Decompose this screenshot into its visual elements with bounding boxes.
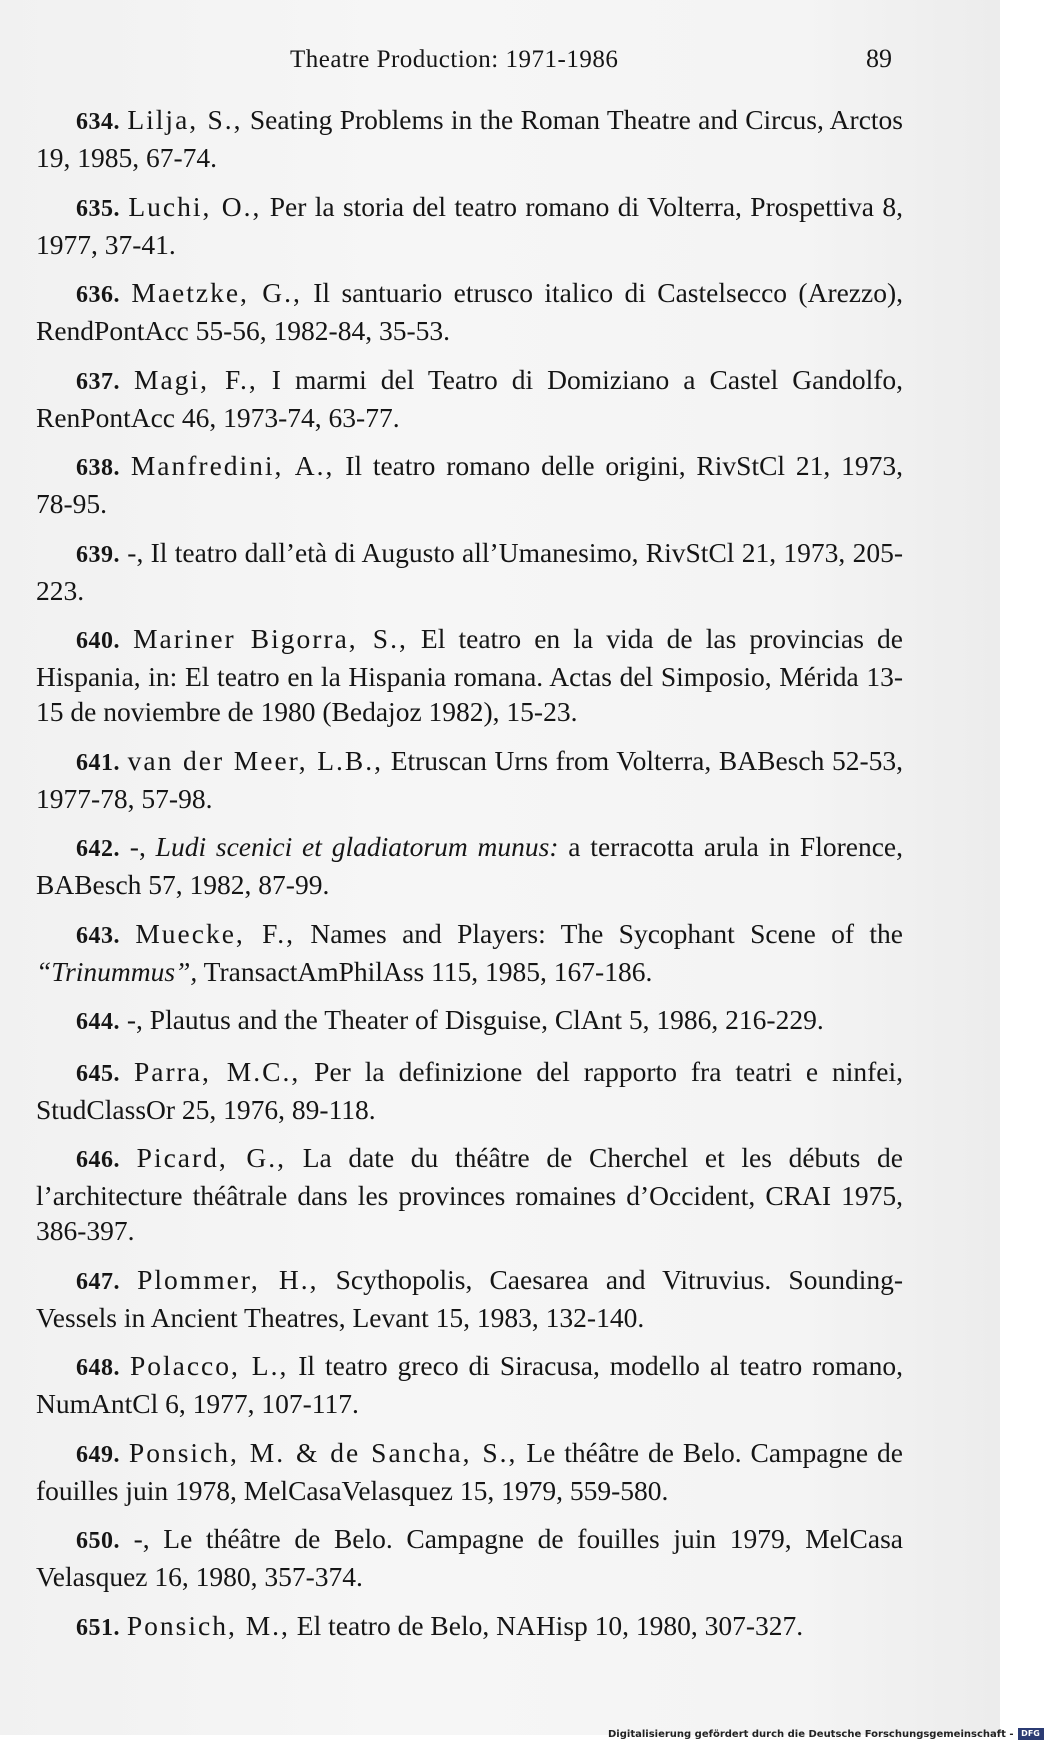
entry-citation: -, Il teatro dall’età di Augusto all’Umanesimo, RivStCl 21, 1973, 205-223. bbox=[36, 536, 903, 606]
entry-author: Luchi, O., bbox=[128, 190, 262, 222]
entry-number: 649. bbox=[76, 1441, 120, 1468]
entry-author: Mariner Bigorra, S., bbox=[133, 623, 408, 654]
entry-number: 635. bbox=[76, 195, 120, 222]
entry-number: 643. bbox=[76, 922, 120, 949]
bibliography-entry bbox=[36, 1054, 903, 1127]
bibliography-list bbox=[36, 102, 903, 1659]
entry-citation: El teatro en la vida de las provincias de Hispania, in: El teatro en la Hispania romana. Actas del Simposio, Mérida 13-15 de noviembre de 1980 (Bedajoz 1982), 15-23. bbox=[36, 623, 903, 727]
bibliography-entry bbox=[36, 1608, 903, 1646]
bibliography-entry bbox=[36, 1262, 903, 1335]
entry-author: Plommer, H., bbox=[137, 1263, 319, 1295]
bibliography-entry bbox=[36, 1435, 903, 1508]
bibliography-entry bbox=[36, 1140, 903, 1248]
entry-citation: Etruscan Urns from Volterra, BABesch 52-53, 1977-78, 57-98. bbox=[36, 744, 904, 814]
entry-number: 647. bbox=[76, 1268, 120, 1295]
entry-citation: El teatro de Belo, NAHisp 10, 1980, 307-327. bbox=[289, 1609, 804, 1641]
entry-citation: Il santuario etrusco italico di Castelsecco (Arezzo), RendPontAcc 55-56, 1982-84, 35-53. bbox=[36, 277, 904, 346]
bibliography-entry bbox=[36, 102, 903, 175]
running-head bbox=[0, 44, 1000, 84]
bibliography-entry bbox=[36, 1348, 903, 1421]
entry-number: 638. bbox=[76, 455, 120, 481]
entry-number: 645. bbox=[76, 1060, 120, 1087]
entry-author: Muecke, F., bbox=[135, 917, 295, 949]
entry-number: 639. bbox=[76, 541, 120, 568]
entry-number: 636. bbox=[76, 282, 120, 308]
bibliography-entry bbox=[36, 621, 903, 729]
entry-author: Ponsich, M., bbox=[126, 1609, 290, 1641]
credit-text: Digitalisierung gefördert durch die Deutsche Forschungsgemeinschaft - bbox=[608, 1729, 1014, 1740]
entry-citation: Seating Problems in the Roman Theatre and Circus, Arctos 19, 1985, 67-74. bbox=[36, 104, 903, 173]
bibliography-entry bbox=[36, 1521, 903, 1594]
entry-citation: Il teatro greco di Siracusa, modello al teatro romano, NumAntCl 6, 1977, 107-117. bbox=[36, 1350, 904, 1419]
entry-citation: -, Le théâtre de Belo. Campagne de fouilles juin 1979, MelCasa Velasquez 16, 1980, 357-374. bbox=[36, 1523, 903, 1592]
bibliography-entry bbox=[36, 1002, 903, 1040]
bibliography-entry bbox=[36, 448, 903, 521]
entry-citation: Per la definizione del rapporto fra teatri e ninfei, StudClassOr 25, 1976, 89-118. bbox=[36, 1055, 903, 1125]
entry-citation: Scythopolis, Caesarea and Vitruvius. Sounding-Vessels in Ancient Theatres, Levant 15, 1983, 132-140. bbox=[36, 1263, 903, 1333]
bibliography-entry bbox=[36, 362, 903, 435]
entry-author: Manfredini, A., bbox=[130, 450, 335, 481]
entry-number: 646. bbox=[76, 1147, 120, 1173]
entry-number: 642. bbox=[76, 836, 120, 862]
bibliography-entry bbox=[36, 189, 903, 262]
bibliography-entry bbox=[36, 275, 903, 348]
entry-number: 644. bbox=[76, 1009, 120, 1035]
page-number: 89 bbox=[866, 44, 892, 73]
entry-citation: I marmi del Teatro di Domiziano a Castel Gandolfo, RenPontAcc 46, 1973-74, 63-77. bbox=[36, 363, 904, 433]
entry-number: 650. bbox=[76, 1528, 120, 1554]
bibliography-entry bbox=[36, 743, 903, 816]
entry-author: Lilja, S., bbox=[127, 104, 243, 135]
digitization-credit bbox=[608, 1727, 1044, 1743]
entry-citation: -, Plautus and the Theater of Disguise, ClAnt 5, 1986, 216-229. bbox=[120, 1004, 824, 1035]
entry-citation: Le théâtre de Belo. Campagne de fouilles juin 1978, MelCasaVelasquez 15, 1979, 559-580. bbox=[36, 1436, 903, 1506]
entry-number: 641. bbox=[76, 749, 120, 776]
entry-citation: -, bbox=[120, 831, 156, 862]
entry-title-italic: “Trinummus”, bbox=[36, 955, 198, 987]
entry-author: Ponsich, M. & de Sancha, S., bbox=[128, 1436, 518, 1468]
entry-number: 634. bbox=[76, 109, 120, 135]
entry-number: 651. bbox=[76, 1614, 120, 1641]
running-title: Theatre Production: 1971-1986 bbox=[290, 46, 619, 73]
bibliography-entry bbox=[36, 829, 903, 902]
entry-author: Maetzke, G., bbox=[131, 277, 302, 308]
entry-citation: Il teatro romano delle origini, RivStCl 21, 1973, 78-95. bbox=[36, 450, 903, 519]
bibliography-entry bbox=[36, 535, 903, 608]
entry-citation: a terracotta arula in Florence, BABesch 57, 1982, 87-99. bbox=[36, 831, 903, 900]
entry-number: 637. bbox=[76, 368, 120, 395]
entry-citation: Per la storia del teatro romano di Volterra, Prospettiva 8, 1977, 37-41. bbox=[36, 190, 903, 260]
entry-author: Parra, M.C., bbox=[133, 1055, 301, 1087]
entry-author: Magi, F., bbox=[134, 363, 258, 395]
bibliography-entry bbox=[36, 916, 903, 989]
entry-number: 648. bbox=[76, 1355, 120, 1381]
entry-author: Picard, G., bbox=[136, 1142, 287, 1173]
entry-author: van der Meer, L.B., bbox=[127, 744, 384, 776]
entry-title-italic: Ludi scenici et gladiatorum munus: bbox=[155, 831, 559, 862]
entry-number: 640. bbox=[76, 628, 120, 654]
dfg-logo: DFG bbox=[1018, 1728, 1044, 1740]
entry-citation: TransactAmPhilAss 115, 1985, 167-186. bbox=[197, 955, 653, 987]
entry-author: Polacco, L., bbox=[129, 1350, 289, 1381]
entry-citation: Names and Players: The Sycophant Scene of the bbox=[295, 917, 903, 949]
entry-citation: La date du théâtre de Cherchel et les débuts de l’architecture théâtrale dans les provinces romaines d’Occident, CRAI 1975, 386-397. bbox=[36, 1142, 903, 1246]
